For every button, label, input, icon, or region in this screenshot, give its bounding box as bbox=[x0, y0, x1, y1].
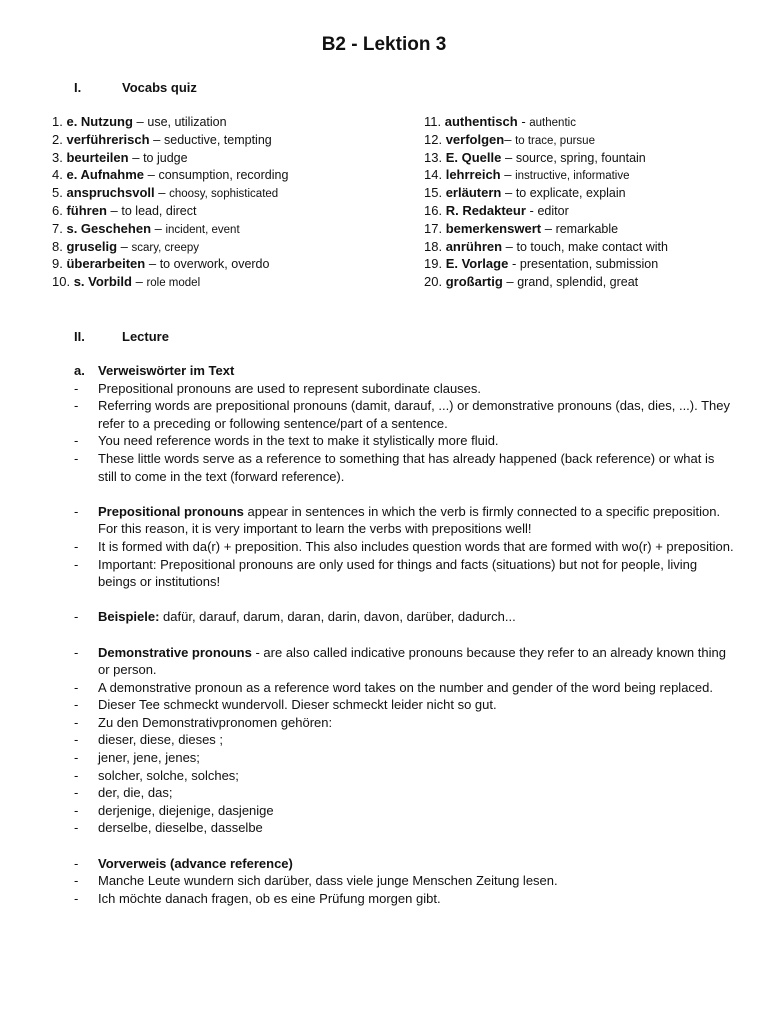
bullet-text: - are also called indicative pronouns because they refer to an already known thing or person. bbox=[98, 644, 726, 678]
bullet-item bbox=[74, 556, 734, 591]
vocab-number: 10. bbox=[52, 274, 71, 290]
bullet-text: These little words serve as a reference to something that has already happened (back reference) or what is still to come in the text (forward reference). bbox=[98, 450, 715, 484]
bullet-text: Ich möchte danach fragen, ob es eine Prüfung morgen gibt. bbox=[98, 890, 441, 906]
vocab-separator: – bbox=[106, 202, 122, 218]
bullet-text: appear in sentences in which the verb is firmly connected to a specific preposition. For this reason, it is very important to learn the verbs with prepositions well! bbox=[98, 503, 721, 537]
vocab-separator: - bbox=[525, 202, 538, 218]
vocab-separator: – bbox=[541, 220, 556, 236]
vocab-term: E. Quelle bbox=[445, 149, 502, 165]
bullet-text: Prepositional pronouns are used to represent subordinate clauses. bbox=[98, 380, 482, 396]
vocab-item bbox=[52, 238, 288, 256]
vocab-number: 1. bbox=[52, 114, 63, 129]
bullet-item bbox=[74, 380, 734, 398]
vocab-list-right bbox=[424, 113, 668, 291]
vocab-separator: – bbox=[501, 185, 516, 201]
bullet-text: der, die, das; bbox=[98, 785, 173, 801]
bullet-marker: - bbox=[74, 450, 79, 466]
bullet-text: jener, jene, jenes; bbox=[98, 750, 200, 766]
vocab-term: gruselig bbox=[66, 238, 118, 254]
vocab-item bbox=[424, 202, 668, 220]
bullet-marker: - bbox=[74, 679, 79, 695]
vocab-separator: – bbox=[149, 131, 165, 147]
vocab-meaning: presentation, submission bbox=[519, 257, 659, 272]
vocab-meaning: use, utilization bbox=[147, 115, 227, 129]
vocab-item bbox=[424, 166, 668, 184]
vocab-number: 14. bbox=[424, 167, 443, 183]
bullet-item bbox=[74, 450, 734, 485]
bullet-marker: - bbox=[74, 380, 79, 396]
vocab-item bbox=[424, 255, 668, 273]
beispiele-label: Beispiele: bbox=[98, 609, 160, 625]
bullet-item bbox=[74, 608, 734, 626]
bullet-marker: - bbox=[74, 890, 79, 906]
bullet-text: Zu den Demonstrativpronomen gehören: bbox=[98, 714, 333, 730]
bullet-marker: - bbox=[74, 855, 79, 871]
bullet-item bbox=[74, 432, 734, 450]
subsection-heading bbox=[74, 362, 734, 380]
bullet-marker: - bbox=[74, 732, 79, 748]
vocab-separator: - bbox=[508, 256, 520, 272]
bullet-marker: - bbox=[74, 433, 79, 449]
vocab-meaning: authentic bbox=[529, 117, 576, 129]
bullet-marker: - bbox=[74, 398, 79, 414]
beispiele-text: dafür, darauf, darum, daran, darin, davon, darüber, dadurch... bbox=[159, 609, 516, 625]
vocab-number: 9. bbox=[52, 256, 63, 272]
vocab-number: 20. bbox=[424, 274, 443, 290]
subsection-label: Verweiswörter im Text bbox=[98, 363, 235, 378]
bullet-item bbox=[74, 749, 734, 767]
bullet-text: Referring words are prepositional pronouns (damit, darauf, ...) or demonstrative pronouns (das, dies, ...). They refer to a preceding or following sentence/part of a sentence. bbox=[98, 398, 731, 431]
vocab-separator: – bbox=[128, 149, 144, 165]
bullet-marker: - bbox=[74, 609, 79, 625]
vocab-separator: – bbox=[502, 274, 518, 290]
vocab-meaning: to lead, direct bbox=[121, 203, 197, 218]
vocab-separator: – bbox=[145, 256, 160, 272]
vocab-number: 3. bbox=[52, 149, 63, 165]
bullet-marker: - bbox=[74, 697, 79, 713]
vocab-separator: – bbox=[132, 114, 148, 129]
vocab-item bbox=[424, 131, 668, 149]
bullet-item bbox=[74, 767, 734, 785]
vocab-term: E. Vorlage bbox=[445, 256, 509, 272]
vocab-term: großartig bbox=[445, 274, 503, 290]
bullet-list-prep bbox=[74, 538, 734, 591]
vocab-item bbox=[52, 149, 288, 167]
vocab-number: 8. bbox=[52, 238, 63, 254]
vocab-number: 15. bbox=[424, 185, 443, 201]
bullet-item bbox=[74, 731, 734, 749]
bullet-item bbox=[74, 872, 734, 890]
vocab-number: 2. bbox=[52, 131, 63, 147]
vocab-number: 6. bbox=[52, 202, 63, 218]
vocab-separator: – bbox=[500, 167, 516, 183]
vocab-term: R. Redakteur bbox=[445, 202, 526, 218]
vocab-separator: – bbox=[151, 220, 166, 236]
vocab-separator: – bbox=[144, 167, 159, 183]
bullet-marker: - bbox=[74, 503, 79, 519]
bullet-text: Manche Leute wundern sich darüber, dass viele junge Menschen Zeitung lesen. bbox=[98, 873, 558, 889]
bullet-marker: - bbox=[74, 644, 79, 660]
bullet-item bbox=[74, 855, 734, 873]
bullet-item bbox=[74, 679, 734, 697]
bullet-marker: - bbox=[74, 714, 79, 730]
vocab-term: führen bbox=[66, 202, 107, 218]
bullet-text: Important: Prepositional pronouns are only used for things and facts (situations) but not for people, living beings or institutions! bbox=[98, 556, 698, 590]
bullet-text: It is formed with da(r) + preposition. This also includes question words that are formed with wo(r) + preposition. bbox=[98, 538, 734, 554]
vocab-separator: – bbox=[501, 149, 516, 165]
vocab-meaning: editor bbox=[537, 203, 569, 218]
vocab-term: beurteilen bbox=[66, 149, 129, 165]
vocab-term: s. Vorbild bbox=[73, 274, 132, 290]
bullet-marker: - bbox=[74, 750, 79, 766]
section-label: Lecture bbox=[122, 329, 169, 344]
vocab-meaning: seductive, tempting bbox=[164, 132, 272, 147]
vocab-item bbox=[424, 113, 668, 131]
vorverweis-label: Vorverweis (advance reference) bbox=[98, 855, 293, 871]
bullet-marker: - bbox=[74, 767, 79, 783]
vocab-number: 13. bbox=[424, 149, 443, 165]
vocab-item bbox=[52, 131, 288, 149]
vocab-number: 16. bbox=[424, 202, 443, 218]
subsection-marker: a. bbox=[74, 363, 85, 378]
vocab-separator: – bbox=[504, 131, 516, 147]
bullet-item bbox=[74, 714, 734, 732]
vocab-item bbox=[52, 255, 288, 273]
vocab-number: 11. bbox=[424, 114, 442, 129]
bullet-item bbox=[74, 819, 734, 837]
section-heading-vocabs bbox=[74, 80, 197, 95]
vocab-term: lehrreich bbox=[445, 167, 501, 183]
section-heading-lecture bbox=[74, 329, 169, 344]
vocab-item bbox=[424, 273, 668, 291]
vocab-item bbox=[424, 220, 668, 238]
vocab-number: 4. bbox=[52, 167, 63, 183]
vocab-meaning: remarkable bbox=[555, 221, 619, 236]
vocab-separator: – bbox=[117, 238, 132, 254]
vocab-number: 7. bbox=[52, 220, 63, 236]
bullet-text: derselbe, dieselbe, dasselbe bbox=[98, 820, 263, 836]
vocab-term: verfolgen bbox=[445, 131, 505, 147]
vocab-meaning: incident, event bbox=[165, 223, 240, 236]
vocab-meaning: scary, creepy bbox=[131, 241, 200, 254]
bullet-text: derjenige, diejenige, dasjenige bbox=[98, 802, 274, 818]
vocab-term: bemerkenswert bbox=[445, 220, 542, 236]
bullet-text: dieser, diese, dieses ; bbox=[98, 732, 224, 748]
bullet-text: Dieser Tee schmeckt wundervoll. Dieser schmeckt leider nicht so gut. bbox=[98, 697, 497, 713]
bullet-marker: - bbox=[74, 820, 79, 836]
bullet-marker: - bbox=[74, 556, 79, 572]
section-number: I. bbox=[74, 80, 82, 95]
bullet-item bbox=[74, 397, 734, 432]
vocab-term: e. Aufnahme bbox=[66, 167, 144, 183]
bullet-marker: - bbox=[74, 785, 79, 801]
vocab-term: überarbeiten bbox=[66, 256, 146, 272]
bullet-item bbox=[74, 503, 734, 538]
page-title: B2 - Lektion 3 bbox=[321, 34, 447, 55]
vocab-item bbox=[52, 113, 288, 131]
vocab-item bbox=[424, 184, 668, 202]
vocab-item bbox=[424, 149, 668, 167]
vocab-separator: – bbox=[131, 274, 147, 290]
bullet-text: You need reference words in the text to make it stylistically more fluid. bbox=[98, 433, 499, 449]
bullet-item bbox=[74, 784, 734, 802]
vocab-number: 17. bbox=[424, 220, 443, 236]
bullet-marker: - bbox=[74, 802, 79, 818]
vocab-term: erläutern bbox=[445, 185, 502, 201]
section-number: II. bbox=[74, 329, 85, 344]
bullet-item bbox=[74, 696, 734, 714]
section-label: Vocabs quiz bbox=[122, 80, 197, 95]
bullet-item bbox=[74, 644, 734, 679]
vocab-separator: - bbox=[517, 114, 530, 129]
bullet-list-demo bbox=[74, 679, 734, 837]
vocab-term: e. Nutzung bbox=[66, 114, 133, 129]
bullet-item bbox=[74, 538, 734, 556]
vocab-item bbox=[52, 273, 288, 291]
vocab-term: anrühren bbox=[445, 238, 503, 254]
bullet-item bbox=[74, 802, 734, 820]
vocab-meaning: choosy, sophisticated bbox=[169, 188, 279, 201]
vocab-number: 19. bbox=[424, 256, 443, 272]
bullet-text: A demonstrative pronoun as a reference word takes on the number and gender of the word being replaced. bbox=[98, 679, 713, 695]
vocab-meaning: to judge bbox=[143, 150, 188, 165]
term-prepositional-pronouns: Prepositional pronouns bbox=[98, 503, 244, 519]
vocab-meaning: to explicate, explain bbox=[515, 186, 626, 201]
vocab-meaning: source, spring, fountain bbox=[515, 150, 646, 165]
bullet-text: solcher, solche, solches; bbox=[98, 767, 239, 783]
vocab-meaning: grand, splendid, great bbox=[517, 275, 639, 290]
bullet-list-a bbox=[74, 380, 734, 486]
vocab-number: 12. bbox=[424, 131, 443, 147]
vocab-meaning: instructive, informative bbox=[515, 170, 630, 183]
bullet-list-vorverweis bbox=[74, 872, 734, 907]
vocab-item bbox=[52, 220, 288, 238]
vocab-number: 18. bbox=[424, 238, 443, 254]
vocab-meaning: to trace, pursue bbox=[515, 134, 595, 147]
vocab-meaning: to touch, make contact with bbox=[516, 239, 668, 254]
bullet-marker: - bbox=[74, 873, 79, 889]
vocab-item bbox=[52, 202, 288, 220]
vocab-term: authentisch bbox=[444, 114, 518, 129]
vocab-item bbox=[424, 238, 668, 256]
vocab-term: s. Geschehen bbox=[66, 220, 152, 236]
vocab-meaning: to overwork, overdo bbox=[159, 257, 270, 272]
vocab-separator: – bbox=[154, 185, 170, 201]
vocab-meaning: consumption, recording bbox=[158, 168, 289, 183]
term-demonstrative-pronouns: Demonstrative pronouns bbox=[98, 644, 252, 660]
bullet-item bbox=[74, 890, 734, 908]
vocab-meaning: role model bbox=[146, 277, 201, 290]
bullet-marker: - bbox=[74, 538, 79, 554]
vocab-list-left bbox=[52, 113, 288, 291]
vocab-number: 5. bbox=[52, 185, 63, 201]
lecture-body bbox=[74, 362, 734, 907]
vocab-item bbox=[52, 184, 288, 202]
vocab-term: anspruchsvoll bbox=[66, 185, 155, 201]
vocab-separator: – bbox=[502, 238, 517, 254]
vocab-term: verführerisch bbox=[66, 131, 150, 147]
vocab-item bbox=[52, 166, 288, 184]
